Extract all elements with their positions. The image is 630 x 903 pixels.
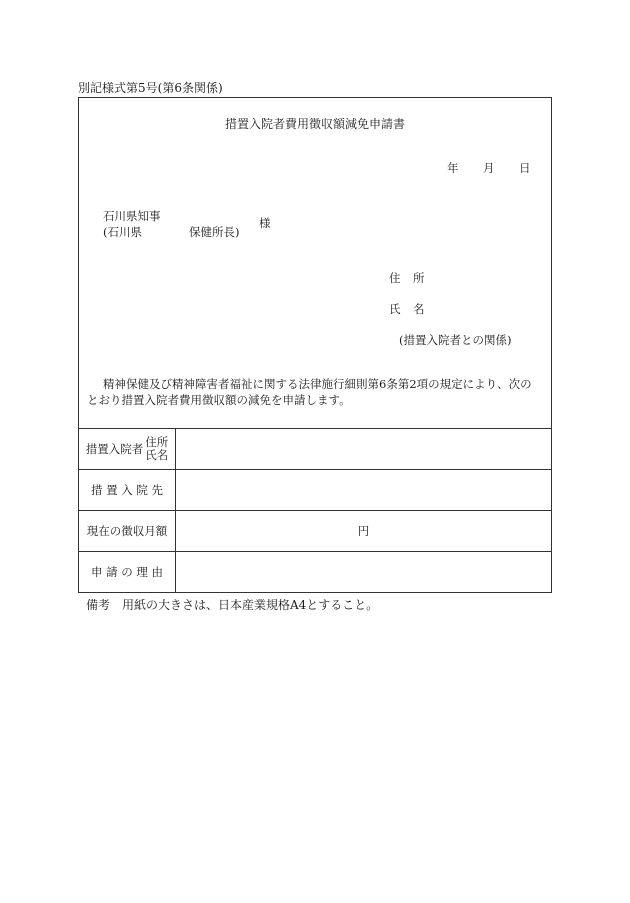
applicant-relation-label: (措置入院者との関係) <box>399 333 512 347</box>
document-title: 措置入院者費用徴収額減免申請書 <box>224 117 405 131</box>
applicant-address-label-2: 所 <box>413 271 425 285</box>
table-row-patient <box>79 429 551 470</box>
table-row-reason <box>79 552 551 593</box>
addressee-governor: 石川県知事 <box>103 209 161 223</box>
date-day-label: 日 <box>519 161 531 175</box>
monthly-amount-label: 現在の徴収月額 <box>79 511 176 552</box>
facility-value-field[interactable] <box>176 470 552 511</box>
application-form <box>78 97 552 593</box>
body-text-line-1: 精神保健及び精神障害者福祉に関する法律施行細則第6条第2項の規定により、次の <box>103 377 532 391</box>
body-text-line-2: とおり措置入院者費用徴収額の減免を申請します。 <box>87 393 351 407</box>
reason-label: 申 請 の 理 由 <box>79 552 176 593</box>
addressee-health-center-director: 保健所長) <box>189 225 240 239</box>
date-month-label: 月 <box>483 161 495 175</box>
patient-label-cell <box>79 429 176 470</box>
facility-label: 措 置 入 院 先 <box>79 470 176 511</box>
applicant-name-label-1: 氏 <box>389 302 401 316</box>
table-row-monthly-amount <box>79 511 551 552</box>
patient-name-sublabel: 氏名 <box>145 448 169 462</box>
applicant-address-label-1: 住 <box>389 271 401 285</box>
fields-table <box>79 428 551 592</box>
addressee-prefecture: (石川県 <box>103 225 142 239</box>
applicant-name-label-2: 名 <box>413 302 425 316</box>
remarks-note: 備考 用紙の大きさは、日本産業規格A4とすること。 <box>86 598 379 612</box>
monthly-amount-field[interactable]: 円 <box>176 511 552 552</box>
addressee-honorific: 様 <box>259 216 271 230</box>
form-number-label: 別記様式第5号(第6条関係) <box>78 81 223 95</box>
date-year-label: 年 <box>447 161 459 175</box>
patient-value-field[interactable] <box>176 429 552 470</box>
table-row-facility <box>79 470 551 511</box>
patient-label-main: 措置入院者 <box>85 442 144 456</box>
patient-address-sublabel: 住所 <box>145 435 169 449</box>
reason-value-field[interactable] <box>176 552 552 593</box>
